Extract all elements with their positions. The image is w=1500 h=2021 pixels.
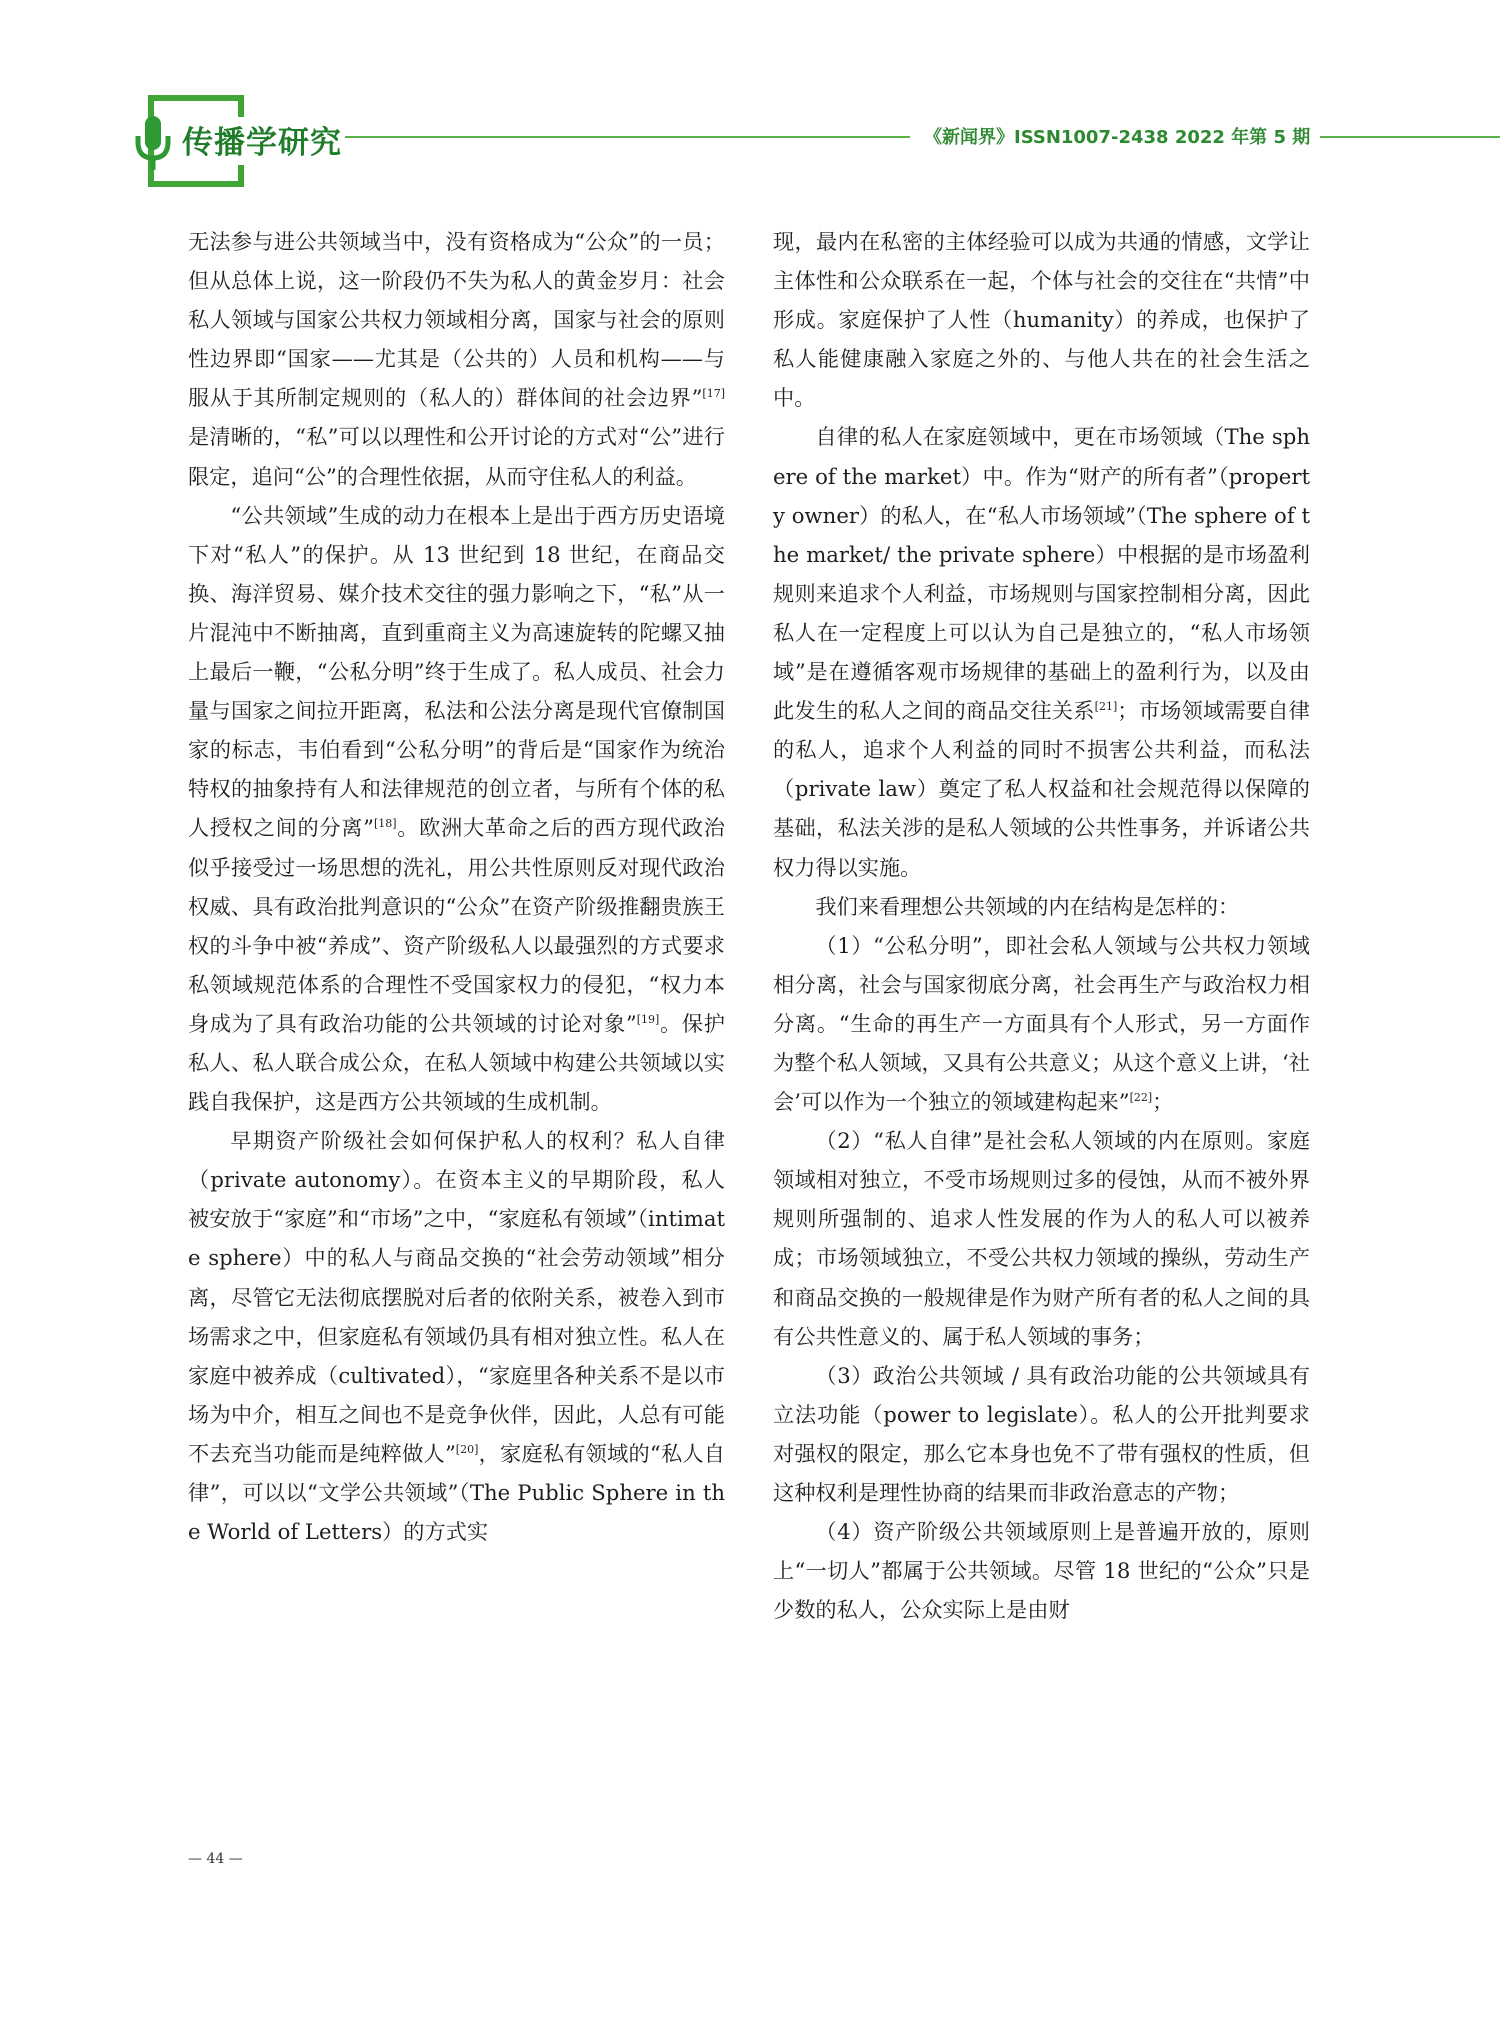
microphone-icon: [133, 112, 179, 176]
citation-ref: [22]: [1129, 1091, 1153, 1104]
text-run: 我们来看理想公共领域的内在结构是怎样的：: [815, 893, 1240, 919]
text-run: ；: [1152, 1089, 1174, 1115]
paragraph: [773, 926, 1310, 1121]
paragraph: [773, 887, 1310, 926]
citation-ref: [19]: [636, 1012, 660, 1026]
text-run: （4）资产阶级公共领域原则上是普遍开放的，原则上“一切人”都属于公共领域。尽管 18 世纪的“公众”只是少数的私人，公众实际上是由财: [773, 1519, 1310, 1623]
page-header: [0, 0, 1500, 200]
text-run: “公共领域”生成的动力在根本上是出于西方历史语境下对“私人”的保护。从 13 世纪到 18 世纪，在商品交换、海洋贸易、媒介技术交往的强力影响之下，“私”从一片混沌中不断抽离，直到重商主义为高速旋转的陀螺又抽上最后一鞭，“公私分明”终于生成了。私人成员、社会力量与国家之间拉开距离，私法和公法分离是现代官僚制国家的标志，韦伯看到“公私分明”的背后是“国家作为统治特权的抽象持有人和法律规范的创立者，与所有个体的私人授权之间的分离”: [188, 502, 725, 841]
paragraph: [773, 1512, 1310, 1629]
right-column: [773, 222, 1310, 1629]
citation-ref: [17]: [702, 387, 725, 401]
text-run: （2）“私人自律”是社会私人领域的内在原则。家庭领域相对独立，不受市场规则过多的侵蚀，从而不被外界规则所强制的、追求人性发展的作为人的私人可以被养成；市场领域独立，不受公共权力领域的操纵，劳动生产和商品交换的一般规律是作为财产所有者的私人之间的具有公共性意义的、属于私人领域的事务；: [773, 1128, 1310, 1349]
text-run: ，家庭私有领域的“私人自律”，可以以“文学公共领域”（The Public Sphere in the World of Letters）的方式实: [188, 1440, 725, 1545]
text-run: 早期资产阶级社会如何保护私人的权利？私人自律（private autonomy）。在资本主义的早期阶段，私人被安放于“家庭”和“市场”之中，“家庭私有领域”（intimate sphere）中的私人与商品交换的“社会劳动领域”相分离，尽管它无法彻底摆脱对后者的依附关系，被卷入到市场需求之中，但家庭私有领域仍具有相对独立性。私人在家庭中被养成（cultivated），“家庭里各种关系不是以市场为中介，相互之间也不是竞争伙伴，因此，人总有可能不去充当功能而是纯粹做人”: [188, 1128, 725, 1466]
page-number: — 44 —: [188, 1851, 243, 1867]
header-rule-right: [1320, 136, 1500, 138]
text-run: 现，最内在私密的主体经验可以成为共通的情感，文学让主体性和公众联系在一起，个体与社会的交往在“共情”中形成。家庭保护了人性（humanity）的养成，也保护了私人能健康融入家庭之外的、与他人共在的社会生活之中。: [773, 229, 1310, 411]
citation-ref: [20]: [455, 1442, 479, 1456]
section-title: 传播学研究: [182, 125, 342, 161]
paragraph: [188, 222, 725, 496]
header-rule-left: [345, 136, 910, 138]
paragraph: [773, 1121, 1310, 1356]
paragraph: [188, 496, 725, 1122]
text-run: 。欧洲大革命之后的西方现代政治似乎接受过一场思想的洗礼，用公共性原则反对现代政治权威、具有政治批判意识的“公众”在资产阶级推翻贵族王权的斗争中被“养成”、资产阶级私人以最强烈的方式要求私领域规范体系的合理性不受国家权力的侵犯，“权力本身成为了具有政治功能的公共领域的讨论对象”: [188, 815, 725, 1036]
text-run: ；市场领域需要自律的私人，追求个人利益的同时不损害公共利益，而私法（private law）奠定了私人权益和社会规范得以保障的基础，私法关涉的是私人领域的公共性事务，并诉诸公共权力得以实施。: [773, 698, 1310, 880]
paragraph: [773, 417, 1310, 886]
left-column: [188, 222, 725, 1551]
text-run: （1）“公私分明”，即社会私人领域与公共权力领域相分离，社会与国家彻底分离，社会再生产与政治权力相分离。“生命的再生产一方面具有个人形式，另一方面作为整个私人领域，又具有公共意义；从这个意义上讲，‘社会’可以作为一个独立的领域建构起来”: [773, 932, 1310, 1115]
paragraph: [773, 222, 1310, 417]
text-run: （3）政治公共领域 / 具有政治功能的公共领域具有立法功能（power to legislate）。私人的公开批判要求对强权的限定，那么它本身也免不了带有强权的性质，但这种权利是理性协商的结果而非政治意志的产物；: [773, 1362, 1310, 1505]
paragraph: [188, 1121, 725, 1551]
text-run: 是清晰的，“私”可以以理性和公开讨论的方式对“公”进行限定，追问“公”的合理性依据，从而守住私人的利益。: [188, 424, 725, 489]
citation-ref: [21]: [1094, 700, 1118, 714]
journal-info: 《新闻界》ISSN1007-2438 2022 年第 5 期: [924, 127, 1311, 148]
text-run: 。保护私人、私人联合成公众，在私人领域中构建公共领域以实践自我保护，这是西方公共领域的生成机制。: [188, 1010, 725, 1115]
paragraph: [773, 1356, 1310, 1512]
citation-ref: [18]: [373, 817, 397, 831]
text-run: 自律的私人在家庭领域中，更在市场领域（The sphere of the market）中。作为“财产的所有者”（property owner）的私人，在“私人市场领域”（The sphere of the market/ the private sphere）中根据的是市场盈利规则来追求个人利益，市场规则与国家控制相分离，因此私人在一定程度上可以认为自己是独立的，“私人市场领域”是在遵循客观市场规律的基础上的盈利行为，以及由此发生的私人之间的商品交往关系: [773, 424, 1310, 724]
text-run: 无法参与进公共领域当中，没有资格成为“公众”的一员；但从总体上说，这一阶段仍不失为私人的黄金岁月：社会私人领域与国家公共权力领域相分离，国家与社会的原则性边界即“国家——尤其是（公共的）人员和机构——与服从于其所制定规则的（私人的）群体间的社会边界”: [188, 229, 725, 411]
